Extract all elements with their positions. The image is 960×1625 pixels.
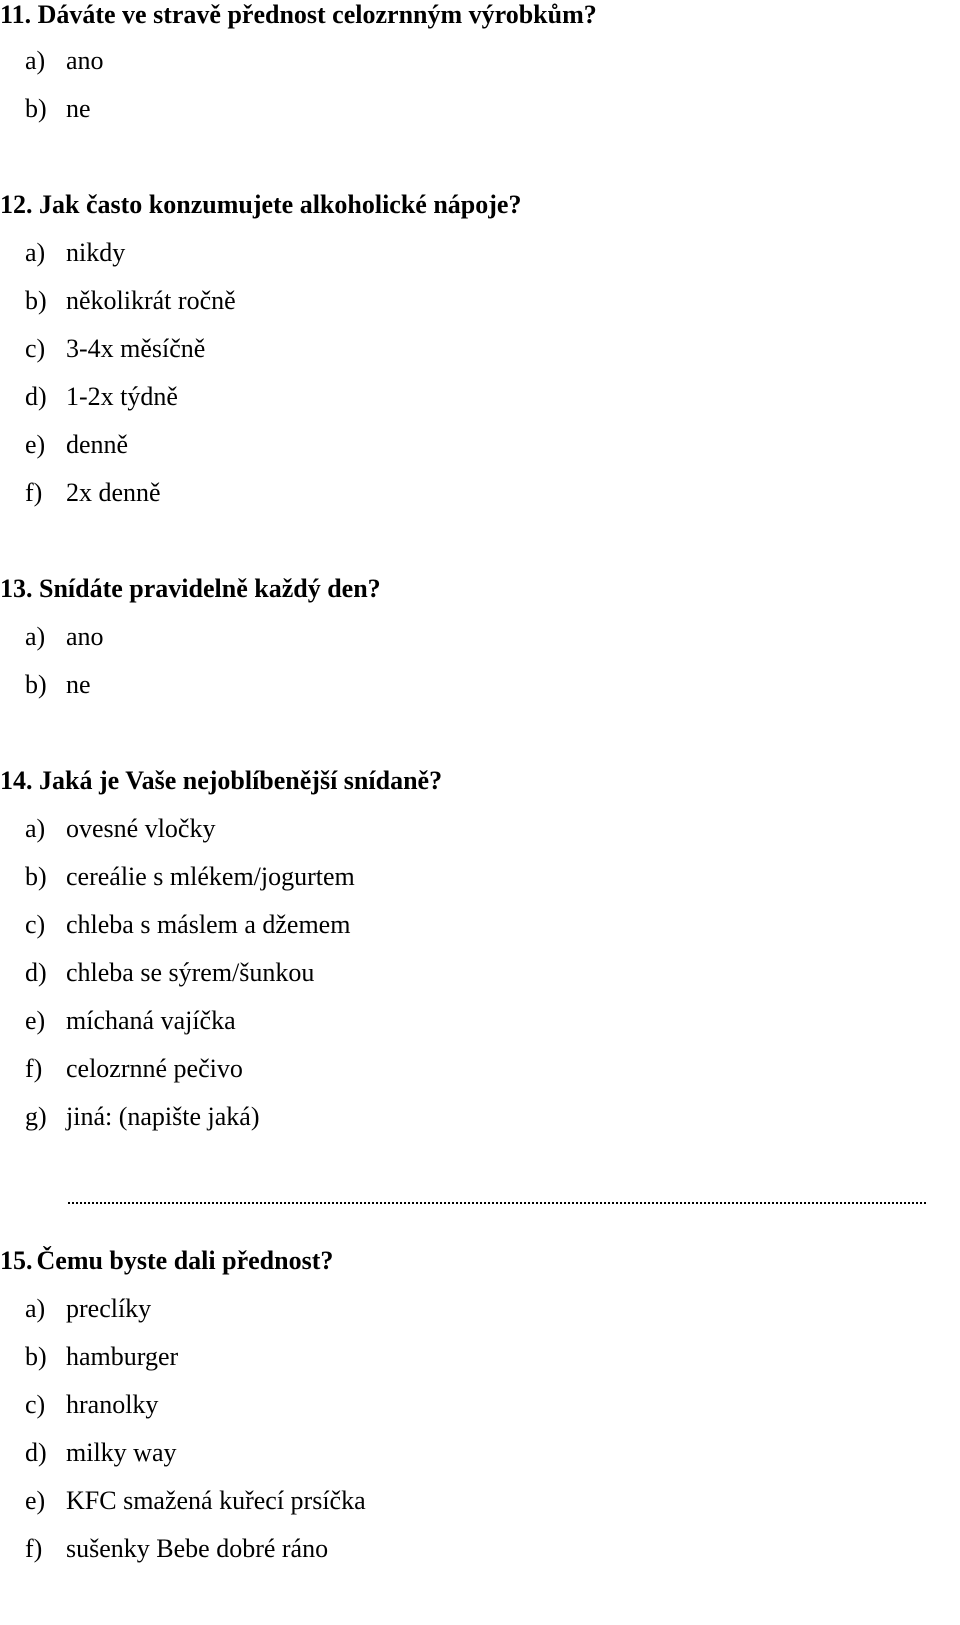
option-letter: c) <box>25 1390 46 1419</box>
option-text: ne <box>66 94 91 123</box>
question-text: Snídáte pravidelně každý den? <box>39 574 381 603</box>
question-text: Jak často konzumujete alkoholické nápoje? <box>39 190 522 219</box>
question-number: 14. <box>0 766 33 795</box>
question-14-heading <box>0 766 442 796</box>
option-letter: b) <box>25 862 47 891</box>
option-text: celozrnné pečivo <box>66 1054 243 1083</box>
option-letter: e) <box>25 1486 46 1515</box>
option-item <box>25 1006 236 1036</box>
option-text: několikrát ročně <box>66 286 236 315</box>
option-text: sušenky Bebe dobré ráno <box>66 1534 329 1563</box>
option-text: preclíky <box>66 1294 152 1323</box>
option-text: ano <box>66 622 104 651</box>
option-letter: b) <box>25 286 47 315</box>
option-item <box>25 1438 177 1468</box>
option-item <box>25 670 91 700</box>
question-11-heading <box>0 0 597 30</box>
option-text: míchaná vajíčka <box>66 1006 236 1035</box>
option-letter: d) <box>25 958 47 987</box>
option-letter: g) <box>25 1102 47 1131</box>
option-item <box>25 1486 366 1516</box>
question-number: 13. <box>0 574 33 603</box>
option-item <box>25 46 104 76</box>
option-text: 1-2x týdně <box>66 382 178 411</box>
option-letter: a) <box>25 1294 46 1323</box>
option-letter: a) <box>25 46 46 75</box>
option-item <box>25 1342 178 1372</box>
option-item <box>25 286 236 316</box>
option-text: denně <box>66 430 129 459</box>
option-letter: c) <box>25 334 46 363</box>
option-letter: d) <box>25 382 47 411</box>
question-number: 11. <box>0 0 32 29</box>
option-letter: e) <box>25 1006 46 1035</box>
option-item <box>25 910 350 940</box>
option-text: nikdy <box>66 238 126 267</box>
option-item <box>25 958 314 988</box>
question-text: Jaká je Vaše nejoblíbenější snídaně? <box>39 766 443 795</box>
option-item <box>25 862 355 892</box>
option-text: KFC smažená kuřecí prsíčka <box>66 1486 366 1515</box>
option-text: ovesné vločky <box>66 814 216 843</box>
option-item <box>25 238 125 268</box>
option-text: 3-4x měsíčně <box>66 334 206 363</box>
option-text: hamburger <box>66 1342 179 1371</box>
option-item <box>25 430 128 460</box>
option-letter: a) <box>25 622 46 651</box>
option-text: ano <box>66 46 104 75</box>
option-letter: f) <box>25 478 43 507</box>
question-text: Dáváte ve stravě přednost celozrnným výrobkům? <box>37 0 597 29</box>
option-text: 2x denně <box>66 478 161 507</box>
option-letter: e) <box>25 430 46 459</box>
option-text: ne <box>66 670 91 699</box>
question-number: 12. <box>0 190 33 219</box>
option-text: jiná: (napište jaká) <box>66 1102 260 1131</box>
option-item <box>25 478 161 508</box>
option-letter: b) <box>25 670 47 699</box>
option-item <box>25 814 215 844</box>
option-letter: a) <box>25 238 46 267</box>
question-text: Čemu byste dali přednost? <box>36 1246 334 1275</box>
option-text: chleba s máslem a džemem <box>66 910 351 939</box>
option-letter: f) <box>25 1054 43 1083</box>
option-text: hranolky <box>66 1390 159 1419</box>
option-text: cereálie s mlékem/jogurtem <box>66 862 355 891</box>
option-item <box>25 1102 259 1132</box>
option-text: milky way <box>66 1438 177 1467</box>
option-item <box>25 334 205 364</box>
option-item <box>25 622 104 652</box>
question-number: 15. <box>0 1246 33 1275</box>
question-13-heading <box>0 574 381 604</box>
option-letter: a) <box>25 814 46 843</box>
option-letter: b) <box>25 94 47 123</box>
option-item <box>25 382 178 412</box>
option-letter: f) <box>25 1534 43 1563</box>
option-letter: b) <box>25 1342 47 1371</box>
option-text: chleba se sýrem/šunkou <box>66 958 315 987</box>
option-letter: d) <box>25 1438 47 1467</box>
option-item <box>25 94 91 124</box>
option-item <box>25 1054 243 1084</box>
question-15-heading <box>0 1246 333 1276</box>
option-letter: c) <box>25 910 46 939</box>
option-item <box>25 1390 158 1420</box>
option-item <box>25 1534 328 1564</box>
question-12-heading <box>0 190 521 220</box>
option-item <box>25 1294 151 1324</box>
answer-fill-line[interactable] <box>68 1202 926 1204</box>
